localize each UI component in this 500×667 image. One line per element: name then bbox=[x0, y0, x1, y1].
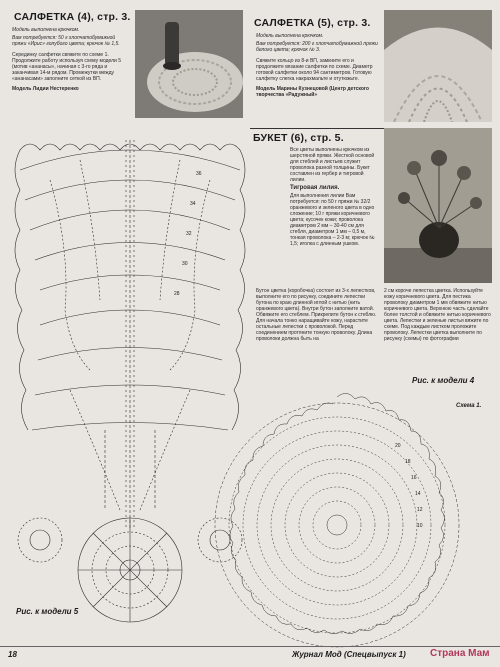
svg-text:30: 30 bbox=[182, 261, 188, 267]
salfetka5-author: Модель Марины Кузнецовой (Центр детского творчества «Радужный» bbox=[256, 86, 369, 98]
svg-text:36: 36 bbox=[196, 171, 202, 177]
buket-right-col: 2 см короче лепестка цветка. Используйте кожу коричневого цвета. Для пестика проволоку диаметром 1 мм обвяжите нитью коричневого цвета. Верхнюю часть сделайте более толстой и обвяжите нитью коричневого цвета. Лепестки и зеленые листья вяжите по схеме. Под каждым листком проложите проволоку. Лепестки цветка выполните по рисунку (схемы) по фотографии bbox=[384, 288, 491, 342]
salfetka5-description: Свяжите кольцо из 8-и ВП, замкните его и продолжите вязание салфетки по схеме. Диаметр готовой салфетки около 94 сантиметров. Готовую салфетку слегка накрахмальте и отутюжьте. bbox=[256, 58, 373, 82]
buket-right-text bbox=[384, 288, 492, 344]
salfetka4-author: Модель Лидии Нестеренко bbox=[12, 86, 79, 92]
salfetka4-title: САЛФЕТКА (4), стр. 3. bbox=[14, 11, 131, 23]
buket-subtitle: Тигровая лилия. bbox=[290, 185, 340, 191]
svg-text:32: 32 bbox=[186, 231, 192, 237]
buket-intro: Все цветы выполнены крючком из шерстяной пряжи. Жесткой основой для стеблей и листьев служит проволока разной толщины. Букет составлен из гербер и тигровой лилии. bbox=[290, 147, 375, 183]
salfetka4-model-line: Модель выполнена крючком. bbox=[12, 27, 80, 33]
svg-text:20: 20 bbox=[395, 443, 401, 449]
svg-text:34: 34 bbox=[190, 201, 196, 207]
svg-text:28: 28 bbox=[174, 291, 180, 297]
fig5-caption: Рис. к модели 5 bbox=[16, 607, 79, 616]
bouquet-photo bbox=[384, 128, 492, 283]
salfetka4-description: Серединку салфетки свяжите по схеме 1. Продолжите работу используя схему модели 5 (мотив «ананасы», начиная с 3-го ряда и заканчивая 14-м рядом. Промежутки между «ананасами» заполните сеткой из ВП. bbox=[12, 52, 122, 82]
salfetka4-text bbox=[12, 27, 130, 94]
watermark: Страна Мам bbox=[430, 648, 490, 659]
buket-text bbox=[290, 147, 378, 249]
salfetka5-model-line: Модель выполнена крючком. bbox=[256, 33, 324, 39]
fig4-caption: Рис. к модели 4 bbox=[412, 376, 475, 385]
footer-divider bbox=[0, 646, 500, 647]
round-doily-chart bbox=[205, 385, 465, 655]
salfetka5-text bbox=[256, 33, 380, 100]
buket-materials: Для выполнения лилии Вам потребуется: по 50 г пряжи № 32/2 оранжевого и зеленого цвета в одно сложение; 10 г пряжи коричневого цвета; кусочек кожи; проволока диаметром 2 мм – 30-40 см для стебля, диаметром 1 мм – 0,5 м, тонкая проволока – 2-3 м; крючок № 1,5; иголка с длинным ушком. bbox=[290, 193, 375, 247]
svg-text:18: 18 bbox=[405, 459, 411, 465]
salfetka4-photo bbox=[135, 10, 243, 118]
buket-title: БУКЕТ (6), стр. 5. bbox=[253, 132, 344, 144]
salfetka4-materials: Вам потребуется: 50 г хлопчатобумажной пряжи «Ирис» голубого цвета; крючок № 1,5. bbox=[12, 35, 120, 47]
svg-text:10: 10 bbox=[417, 523, 423, 529]
buket-bud: Бутон цветка (коробочка) состоит из 3-х лепестков, выполните его по рисунку, соедините лепестки бутона по краю длинной иглой с нитью (нить оранжевого цвета). Внутри бутон заполните ватой. Обвяжите его стеблем. Прикрепите бутон к стеблю. Для начала тонко наращивайте кожу, нарастите остальные лепестки с проволокой. Перед соединением протяните тонкую проволоку. Длина проволоки должна быть на bbox=[256, 288, 377, 342]
page-number: 18 bbox=[8, 650, 17, 659]
buket-bud-text bbox=[256, 288, 380, 344]
svg-text:16: 16 bbox=[411, 475, 417, 481]
scheme1-caption: Схема 1. bbox=[456, 403, 482, 409]
salfetka5-materials: Вам потребуется: 200 г хлопчатобумажной пряжи белого цвета; крючок № 3. bbox=[256, 41, 378, 53]
salfetka5-title: САЛФЕТКА (5), стр. 3. bbox=[254, 17, 371, 29]
salfetka5-photo bbox=[384, 10, 492, 122]
svg-text:12: 12 bbox=[417, 507, 423, 513]
svg-text:14: 14 bbox=[415, 491, 421, 497]
journal-name: Журнал Мод (Спецвыпуск 1) bbox=[292, 650, 406, 659]
